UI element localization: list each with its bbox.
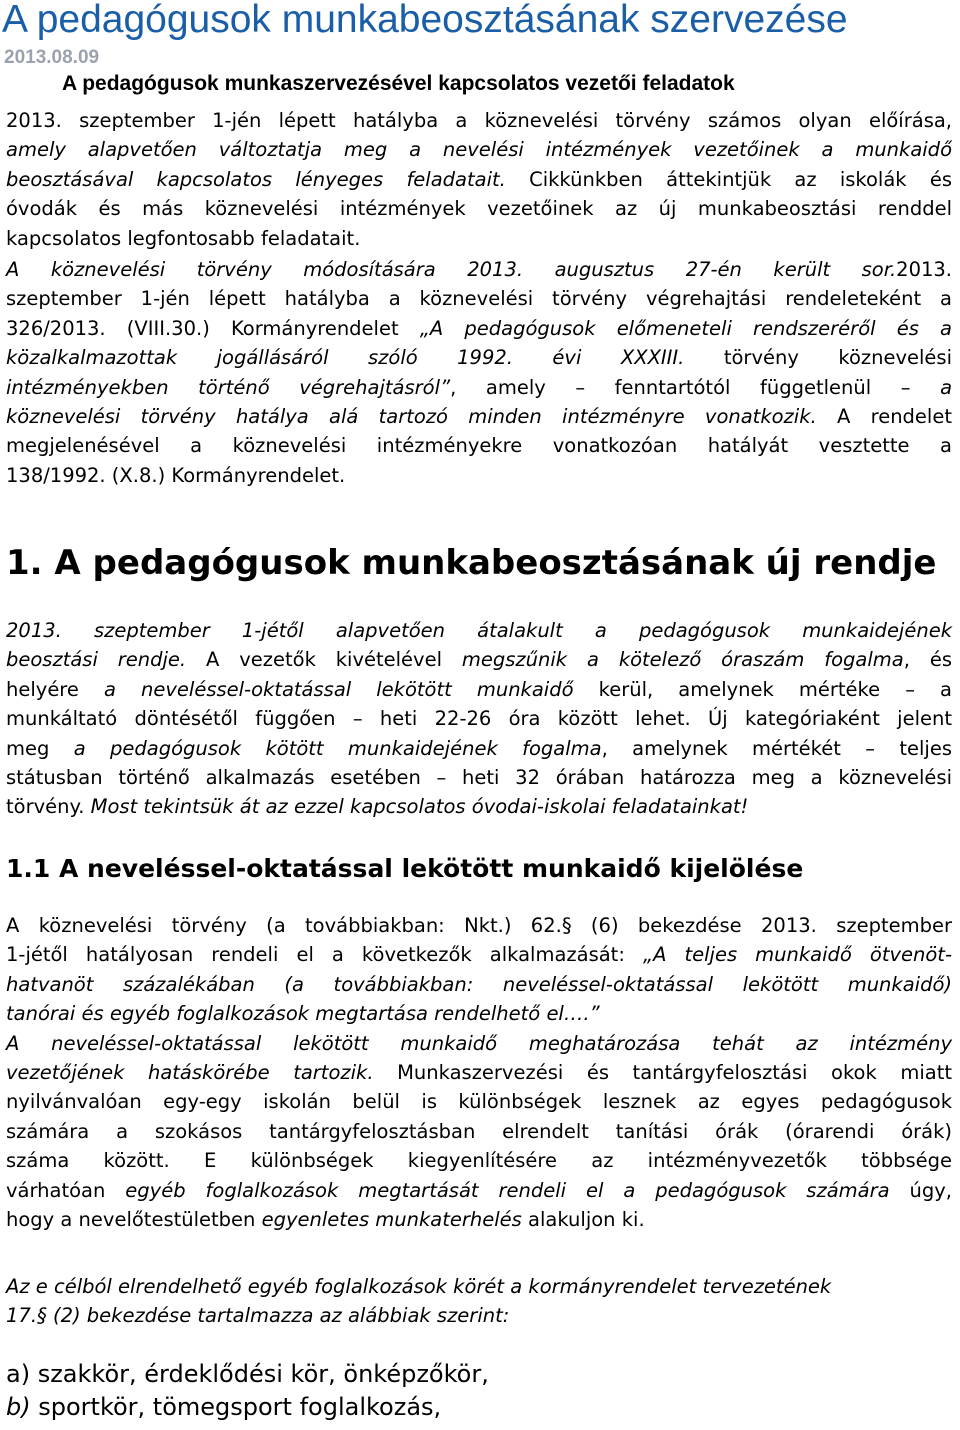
section-1-line-7: törvény. Most tekintsük át az ezzel kapcsolatos óvodai-iskolai feladatainkat! [6, 795, 749, 819]
decree-line-8: 138/1992. (X.8.) Kormányrendelet. [6, 463, 346, 487]
activity-list [6, 1358, 489, 1424]
intro-line-3: beosztásával kapcsolatos lényeges feladatait. Cikkünkben áttekintjük az iskolák és [6, 167, 952, 191]
list-item-b: b) sportkör, tömegsport foglalkozás, [6, 1393, 442, 1421]
section-1-line-6: státusban történő alkalmazás esetében – heti 32 órában határozza meg a köznevelési [6, 766, 952, 790]
intro-line-1: 2013. szeptember 1-jén lépett hatályba a köznevelési törvény számos olyan előírása, [6, 109, 952, 132]
rule-17-line-1: Az e célból elrendelhető egyéb foglalkozások körét a kormányrendelet tervezetének [6, 1275, 832, 1298]
intro-paragraph [6, 106, 952, 253]
section-1-1-line-11: hogy a nevelőtestületben egyenletes munkaterhelés alakuljon ki. [6, 1208, 645, 1232]
intro-line-5: kapcsolatos legfontosabb feladatait. [6, 226, 361, 250]
decree-line-1: A köznevelési törvény módosítására 2013. augusztus 27-én került sor.2013. [6, 258, 952, 281]
section-1-line-1: 2013. szeptember 1-jétől alapvetően átalakult a pedagógusok munkaidejének [6, 619, 952, 642]
article-subtitle: A pedagógusok munkaszervezésével kapcsolatos vezetői feladatok [62, 72, 735, 95]
decree-paragraph [6, 255, 952, 490]
list-item-a: a) szakkör, érdeklődési kör, önképzőkör, [6, 1360, 489, 1388]
decree-line-3: 326/2013. (VIII.30.) Kormányrendelet „A pedagógusok előmeneteli rendszeréről és a [6, 316, 952, 340]
section-1-1-line-6: vezetőjének hatáskörébe tartozik. Munkaszervezési és tantárgyfelosztási okok miatt [6, 1061, 952, 1085]
section-1-1-line-3: hatvanöt százalékában (a továbbiakban: neveléssel-oktatással lekötött munkaidő) [6, 972, 952, 996]
section-1-1-line-2: 1-jétől hatályosan rendeli el a következők alkalmazását: „A teljes munkaidő ötvenöt- [6, 943, 952, 967]
section-1-line-2: beosztási rendje. A vezetők kivételével megszűnik a kötelező óraszám fogalma, és [6, 648, 952, 672]
section-1-1-line-9: száma között. E különbségek kiegyenlítésére az intézményvezetők többsége [6, 1149, 952, 1173]
rule-17-paragraph [6, 1272, 952, 1331]
rule-17-line-2: 17.§ (2) bekezdése tartalmazza az alábbiak szerint: [6, 1304, 510, 1328]
section-1-1-line-7: nyilvánvalóan egy-egy iskolán belül is különbségek lesznek az egyes pedagógusok [6, 1090, 952, 1114]
section-1-1-paragraph [6, 911, 952, 1234]
section-1-1-line-5: A neveléssel-oktatással lekötött munkaidő meghatározása tehát az intézmény [6, 1031, 952, 1055]
decree-line-2: szeptember 1-jén lépett hatályba a köznevelési törvény végrehajtási rendeleteként a [6, 287, 952, 311]
section-1-1-line-1: A köznevelési törvény (a továbbiakban: Nkt.) 62.§ (6) bekezdése 2013. szeptember [6, 914, 952, 937]
section-1-1-line-10: várhatóan egyéb foglalkozások megtartását rendeli el a pedagógusok számára úgy, [6, 1178, 952, 1202]
section-1-1-line-8: számára a szokásos tantárgyfelosztásban elrendelt tanítási órák (órarendi órák) [6, 1119, 952, 1143]
section-1-paragraph [6, 616, 952, 822]
intro-line-4: óvodák és más köznevelési intézmények vezetőinek az új munkabeosztási renddel [6, 197, 952, 221]
section-1-line-5: meg a pedagógusok kötött munkaidejének fogalma, amelynek mértékét – teljes [6, 736, 952, 760]
decree-line-4: közalkalmazottak jogállásáról szóló 1992. évi XXXIII. törvény köznevelési [6, 346, 953, 370]
page-title: A pedagógusok munkabeosztásának szervezése [2, 0, 848, 41]
decree-line-7: megjelenésével a köznevelési intézményekre vonatkozóan hatályát vesztette a [6, 434, 952, 458]
decree-line-6: köznevelési törvény hatálya alá tartozó minden intézményre vonatkozik. A rendelet [6, 405, 952, 429]
section-1-line-3: helyére a neveléssel-oktatással lekötött munkaidő kerül, amelynek mértéke – a [6, 677, 952, 701]
decree-line-5: intézményekben történő végrehajtásról”, amely – fenntartótól függetlenül – a [6, 375, 953, 399]
publish-date: 2013.08.09 [4, 47, 100, 68]
section-1-1-line-4: tanórai és egyéb foglalkozások megtartása rendelhető el….” [6, 1002, 600, 1026]
section-1-1-heading: 1.1 A neveléssel-oktatással lekötött munkaidő kijelölése [6, 854, 804, 883]
section-1-line-4: munkáltató döntésétől függően – heti 22-26 óra között lehet. Új kategóriaként jelent [6, 707, 952, 731]
section-1-heading: 1. A pedagógusok munkabeosztásának új rendje [6, 543, 937, 583]
intro-line-2: amely alapvetően változtatja meg a nevelési intézmények vezetőinek a munkaidő [6, 138, 952, 162]
